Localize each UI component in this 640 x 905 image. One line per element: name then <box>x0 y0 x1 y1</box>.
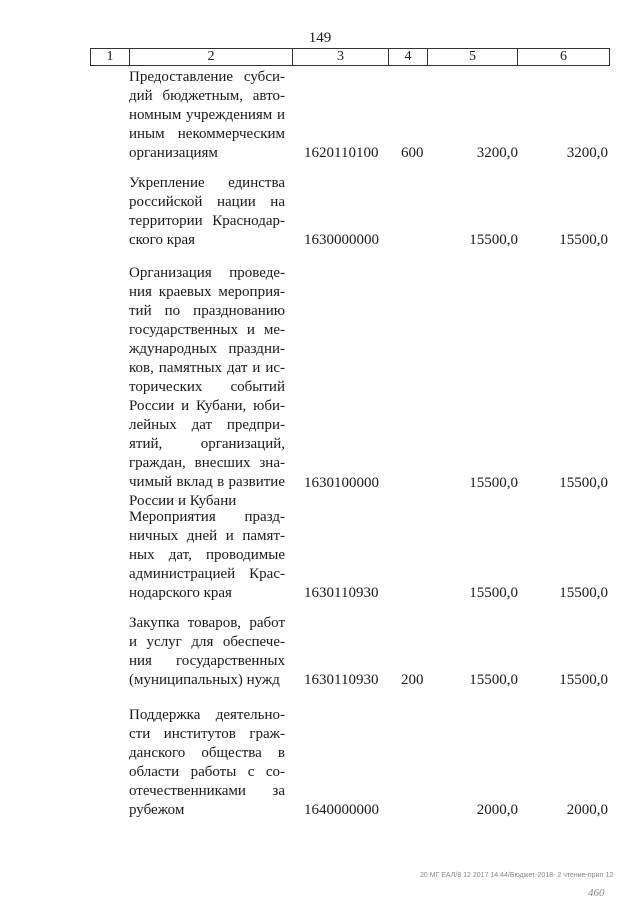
row-value-col5: 15500,0 <box>469 232 518 248</box>
description-line: данского общества в <box>129 745 285 761</box>
description-line: России и Кубани <box>129 493 237 509</box>
document-footer-note: 20 МГ ЕАЛ/8 12 2017 14.44/Бюджет-2018- 2 чтение-прил 12 <box>420 872 614 879</box>
description-line: тий по празднованию <box>129 303 285 319</box>
description-line: ятий, организаций, <box>129 436 285 452</box>
row-description <box>129 68 285 163</box>
row-code: 1620110100 <box>304 145 379 161</box>
column-header-row <box>90 48 610 66</box>
row-value-col5: 3200,0 <box>476 145 518 161</box>
column-header-6: 6 <box>560 49 567 64</box>
description-line: отечественниками за <box>129 783 285 799</box>
description-line: государственных и ме- <box>129 322 285 338</box>
row-code: 1630110930 <box>304 585 379 601</box>
description-line: чимый вклад в развитие <box>129 474 285 490</box>
row-code: 1630100000 <box>304 475 379 491</box>
handwritten-page-mark: 460 <box>588 887 605 899</box>
description-line: дий бюджетным, авто- <box>129 88 285 104</box>
row-expense-type: 200 <box>401 672 424 688</box>
description-line: России и Кубани, юби- <box>129 398 285 414</box>
row-value-col6: 15500,0 <box>559 585 608 601</box>
description-line: иным некоммерческим <box>129 126 285 142</box>
column-header-5: 5 <box>428 49 518 65</box>
row-code: 1630000000 <box>304 232 379 248</box>
description-line: нодарского края <box>129 585 232 601</box>
page-number: 149 <box>308 30 332 46</box>
description-line: Закупка товаров, работ <box>129 615 285 631</box>
row-value-col5: 15500,0 <box>469 585 518 601</box>
row-code: 1640000000 <box>304 802 379 818</box>
row-description <box>129 706 285 820</box>
description-line: ния государственных <box>129 653 285 669</box>
row-value-col6: 15500,0 <box>559 672 608 688</box>
column-header-1: 1 <box>91 49 130 65</box>
description-line: Организация проведе- <box>129 265 285 281</box>
row-value-col5: 15500,0 <box>469 672 518 688</box>
column-header-4: 4 <box>389 49 428 65</box>
description-line: Поддержка деятельно- <box>129 707 285 723</box>
description-line: Предоставление субси- <box>129 69 285 85</box>
row-value-col6: 15500,0 <box>559 475 608 491</box>
description-line: российской нации на <box>129 194 285 210</box>
row-description <box>129 174 285 250</box>
row-value-col6: 15500,0 <box>559 232 608 248</box>
description-line: ничных дней и памят- <box>129 528 285 544</box>
description-line: Мероприятия празд- <box>129 509 285 525</box>
description-line: ных дат, проводимые <box>129 547 285 563</box>
description-line: номным учреждениям и <box>129 107 285 123</box>
description-line: области работы с со- <box>129 764 285 780</box>
row-description <box>129 508 285 603</box>
description-line: сти институтов граж- <box>129 726 285 742</box>
description-line: лейных дат предпри- <box>129 417 285 433</box>
row-value-col5: 2000,0 <box>476 802 518 818</box>
description-line: организациям <box>129 145 218 161</box>
column-header-3: 3 <box>293 49 389 65</box>
description-line: территории Краснодар- <box>129 213 285 229</box>
description-line: и услуг для обеспече- <box>129 634 285 650</box>
description-line: (муниципальных) нужд <box>129 672 280 688</box>
description-line: ния краевых мероприя- <box>129 284 285 300</box>
description-line: ского края <box>129 232 196 248</box>
description-line: Укрепление единства <box>129 175 285 191</box>
row-value-col6: 3200,0 <box>566 145 608 161</box>
row-value-col5: 15500,0 <box>469 475 518 491</box>
description-line: граждан, внесших зна- <box>129 455 285 471</box>
row-expense-type: 600 <box>401 145 424 161</box>
description-line: администрацией Крас- <box>129 566 285 582</box>
column-header-2: 2 <box>130 49 293 65</box>
description-line: рубежом <box>129 802 185 818</box>
row-description <box>129 614 285 690</box>
description-line: торических событий <box>129 379 285 395</box>
row-value-col6: 2000,0 <box>566 802 608 818</box>
description-line: ждународных праздни- <box>129 341 285 357</box>
row-description <box>129 264 285 511</box>
row-code: 1630110930 <box>304 672 379 688</box>
description-line: ков, памятных дат и ис- <box>129 360 285 376</box>
